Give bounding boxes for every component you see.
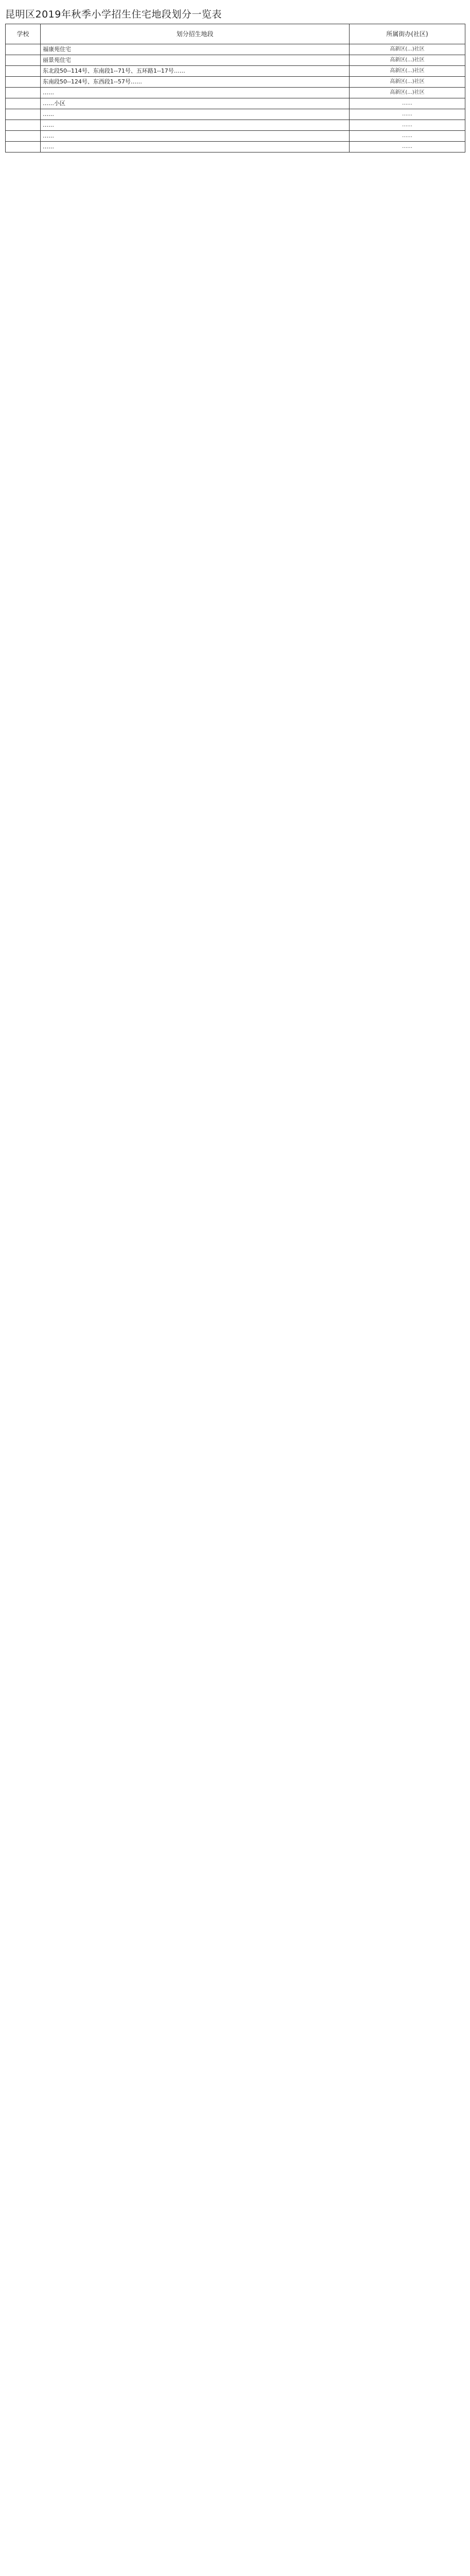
cell-street: 高新区(...)社区 xyxy=(350,55,465,66)
table-header-row xyxy=(6,24,465,44)
cell-area: 福康苑住宅 xyxy=(41,44,350,55)
cell-school xyxy=(6,142,41,152)
table-row xyxy=(6,120,465,131)
cell-street: 高新区(...)社区 xyxy=(350,66,465,77)
cell-school xyxy=(6,120,41,131)
table-row xyxy=(6,98,465,109)
cell-street: …… xyxy=(350,120,465,131)
cell-street: …… xyxy=(350,109,465,120)
table-row xyxy=(6,142,465,152)
cell-street: …… xyxy=(350,142,465,152)
cell-street: 高新区(...)社区 xyxy=(350,77,465,88)
table-row xyxy=(6,66,465,77)
cell-school xyxy=(6,98,41,109)
cell-area: …… xyxy=(41,131,350,142)
table-row xyxy=(6,55,465,66)
cell-area: ……小区 xyxy=(41,98,350,109)
cell-area: …… xyxy=(41,142,350,152)
enrollment-table xyxy=(5,24,465,152)
cell-school xyxy=(6,88,41,98)
page-title: 昆明区2019年秋季小学招生住宅地段划分一览表 xyxy=(5,9,222,20)
cell-school xyxy=(6,109,41,120)
cell-area: 丽景苑住宅 xyxy=(41,55,350,66)
table-body xyxy=(6,44,465,152)
cell-area: …… xyxy=(41,109,350,120)
cell-area: …… xyxy=(41,88,350,98)
cell-area: 东北段50--114号、东南段1--71号、五环路1--17号…… xyxy=(41,66,350,77)
header-street: 所属街办(社区) xyxy=(350,24,465,44)
cell-street: …… xyxy=(350,98,465,109)
header-school: 学校 xyxy=(6,24,41,44)
cell-area: 东南段50--124号、东西段1--57号…… xyxy=(41,77,350,88)
cell-school xyxy=(6,66,41,77)
cell-street: …… xyxy=(350,131,465,142)
table-row xyxy=(6,44,465,55)
table-row xyxy=(6,77,465,88)
table-row xyxy=(6,109,465,120)
cell-school xyxy=(6,55,41,66)
table-row xyxy=(6,131,465,142)
cell-street: 高新区(...)社区 xyxy=(350,44,465,55)
cell-school xyxy=(6,44,41,55)
table-row xyxy=(6,88,465,98)
header-area: 划分招生地段 xyxy=(41,24,350,44)
cell-street: 高新区(...)社区 xyxy=(350,88,465,98)
cell-school xyxy=(6,131,41,142)
cell-area: …… xyxy=(41,120,350,131)
cell-school xyxy=(6,77,41,88)
